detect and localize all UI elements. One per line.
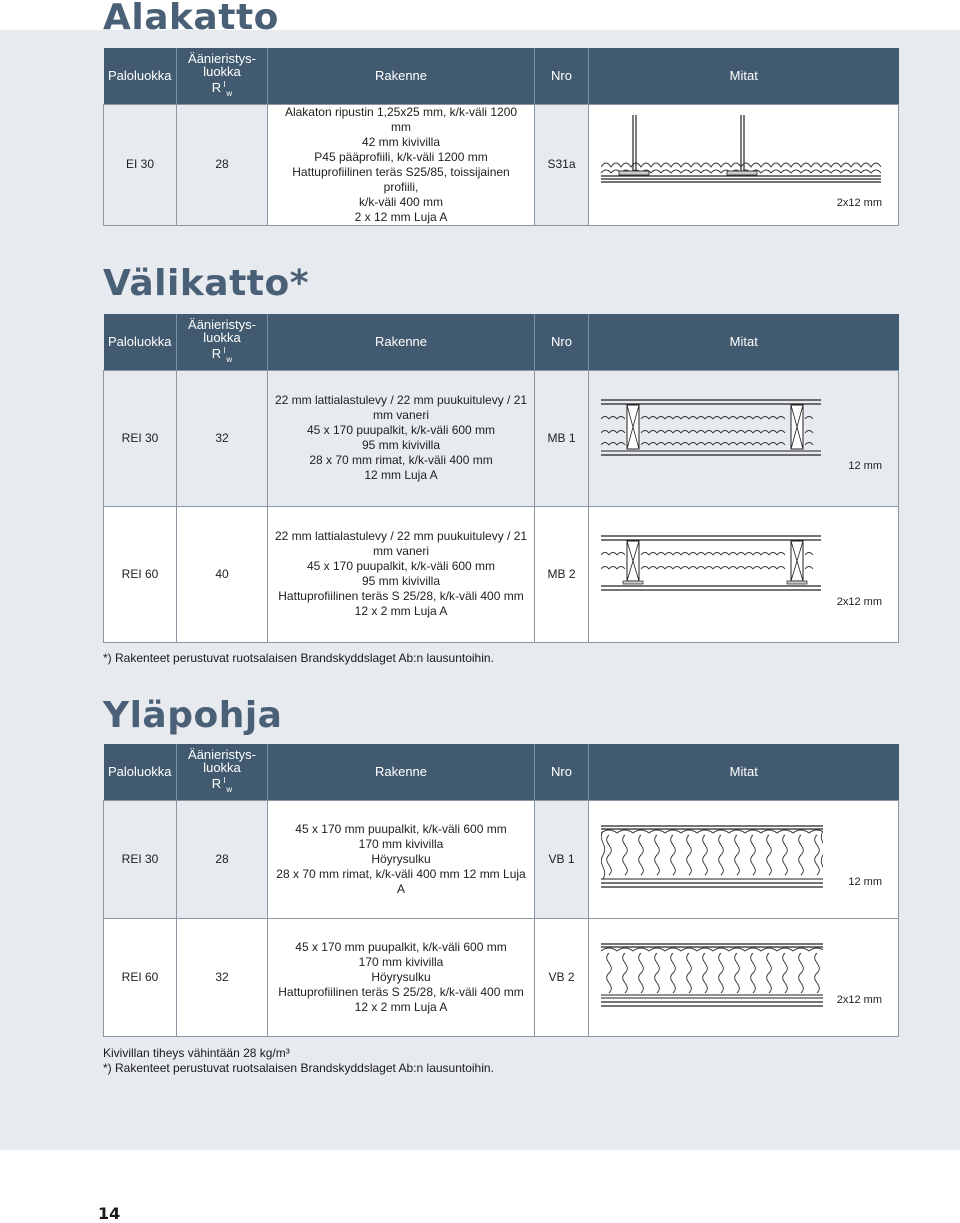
header-aanieristysluokka: Äänieristys- luokka R $^I_w$ xyxy=(177,314,268,370)
cell-aani: 28 xyxy=(177,800,268,918)
cell-rakenne: 22 mm lattialastulevy / 22 mm puukuitulevy / 21 mm vaneri 45 x 170 puupalkit, k/k-väli 600 mm 95 mm kivivilla 28 x 70 mm rimat, k/k-väli 400 mm 12 mm Luja A xyxy=(268,370,535,506)
table-row xyxy=(104,104,899,225)
cell-aani: 28 xyxy=(177,104,268,225)
footnote-density: Kivivillan tiheys vähintään 28 kg/m³ xyxy=(103,1046,290,1060)
cell-nro: MB 1 xyxy=(535,370,589,506)
cell-aani: 32 xyxy=(177,918,268,1036)
suspended-ceiling-diagram xyxy=(601,115,881,195)
page-number: 14 xyxy=(98,1204,121,1223)
cell-mitat xyxy=(589,506,899,642)
cell-rakenne: 45 x 170 mm puupalkit, k/k-väli 600 mm 170 mm kivivilla Höyrysulku 28 x 70 mm rimat, k/k-väli 400 mm 12 mm Luja A xyxy=(268,800,535,918)
dimension-label: 2x12 mm xyxy=(836,993,882,1006)
table-header xyxy=(104,314,899,370)
header-rakenne: Rakenne xyxy=(268,744,535,800)
table-row xyxy=(104,918,899,1036)
cell-aani: 32 xyxy=(177,370,268,506)
cell-paloluokka: REI 60 xyxy=(104,506,177,642)
insulated-roof-diagram xyxy=(601,825,823,891)
header-nro: Nro xyxy=(535,48,589,104)
joist-floor-diagram xyxy=(601,535,821,615)
cell-mitat xyxy=(589,918,899,1036)
footnote-valikatto: *) Rakenteet perustuvat ruotsalaisen Brandskyddslaget Ab:n lausuntoihin. xyxy=(103,651,494,665)
header-paloluokka: Paloluokka xyxy=(104,314,177,370)
header-paloluokka: Paloluokka xyxy=(104,48,177,104)
cell-paloluokka: REI 30 xyxy=(104,370,177,506)
section-title-valikatto: Välikatto* xyxy=(103,263,310,304)
table-header xyxy=(104,48,899,104)
header-mitat: Mitat xyxy=(589,744,899,800)
header-mitat: Mitat xyxy=(589,314,899,370)
table-ylapohja xyxy=(103,744,899,1037)
table-row xyxy=(104,506,899,642)
cell-aani: 40 xyxy=(177,506,268,642)
dimension-label: 2x12 mm xyxy=(836,196,882,209)
dimension-label: 2x12 mm xyxy=(836,595,882,608)
joist-floor-diagram xyxy=(601,399,821,479)
dimension-label: 12 mm xyxy=(848,875,882,888)
header-paloluokka: Paloluokka xyxy=(104,744,177,800)
header-rakenne: Rakenne xyxy=(268,314,535,370)
cell-paloluokka: REI 60 xyxy=(104,918,177,1036)
insulated-roof-diagram xyxy=(601,943,823,1009)
header-nro: Nro xyxy=(535,314,589,370)
cell-nro: S31a xyxy=(535,104,589,225)
cell-mitat xyxy=(589,800,899,918)
header-aanieristysluokka: Äänieristys- luokka R $^I_w$ xyxy=(177,48,268,104)
cell-nro: MB 2 xyxy=(535,506,589,642)
cell-paloluokka: REI 30 xyxy=(104,800,177,918)
footnote-ylapohja: *) Rakenteet perustuvat ruotsalaisen Brandskyddslaget Ab:n lausuntoihin. xyxy=(103,1061,494,1075)
header-nro: Nro xyxy=(535,744,589,800)
cell-nro: VB 2 xyxy=(535,918,589,1036)
table-row xyxy=(104,370,899,506)
table-row xyxy=(104,800,899,918)
cell-mitat xyxy=(589,370,899,506)
table-header xyxy=(104,744,899,800)
header-aanieristysluokka: Äänieristys- luokka R $^I_w$ xyxy=(177,744,268,800)
table-alakatto xyxy=(103,48,899,226)
table-valikatto xyxy=(103,314,899,643)
cell-rakenne: 22 mm lattialastulevy / 22 mm puukuitulevy / 21 mm vaneri 45 x 170 puupalkit, k/k-väli 600 mm 95 mm kivivilla Hattuprofiilinen teräs S 25/28, k/k-väli 400 mm 12 x 2 mm Luja A xyxy=(268,506,535,642)
cell-mitat xyxy=(589,104,899,225)
cell-nro: VB 1 xyxy=(535,800,589,918)
section-title-alakatto: Alakatto xyxy=(103,0,279,38)
cell-paloluokka: EI 30 xyxy=(104,104,177,225)
header-rakenne: Rakenne xyxy=(268,48,535,104)
cell-rakenne: Alakaton ripustin 1,25x25 mm, k/k-väli 1200 mm 42 mm kivivilla P45 pääprofiili, k/k-väli 1200 mm Hattuprofiilinen teräs S25/85, toissijainen profiili, k/k-väli 400 mm 2 x 12 mm Luja A xyxy=(268,104,535,225)
section-title-ylapohja: Yläpohja xyxy=(103,695,283,736)
cell-rakenne: 45 x 170 mm puupalkit, k/k-väli 600 mm 170 mm kivivilla Höyrysulku Hattuprofiilinen teräs S 25/28, k/k-väli 400 mm 12 x 2 mm Luja A xyxy=(268,918,535,1036)
header-mitat: Mitat xyxy=(589,48,899,104)
dimension-label: 12 mm xyxy=(848,459,882,472)
